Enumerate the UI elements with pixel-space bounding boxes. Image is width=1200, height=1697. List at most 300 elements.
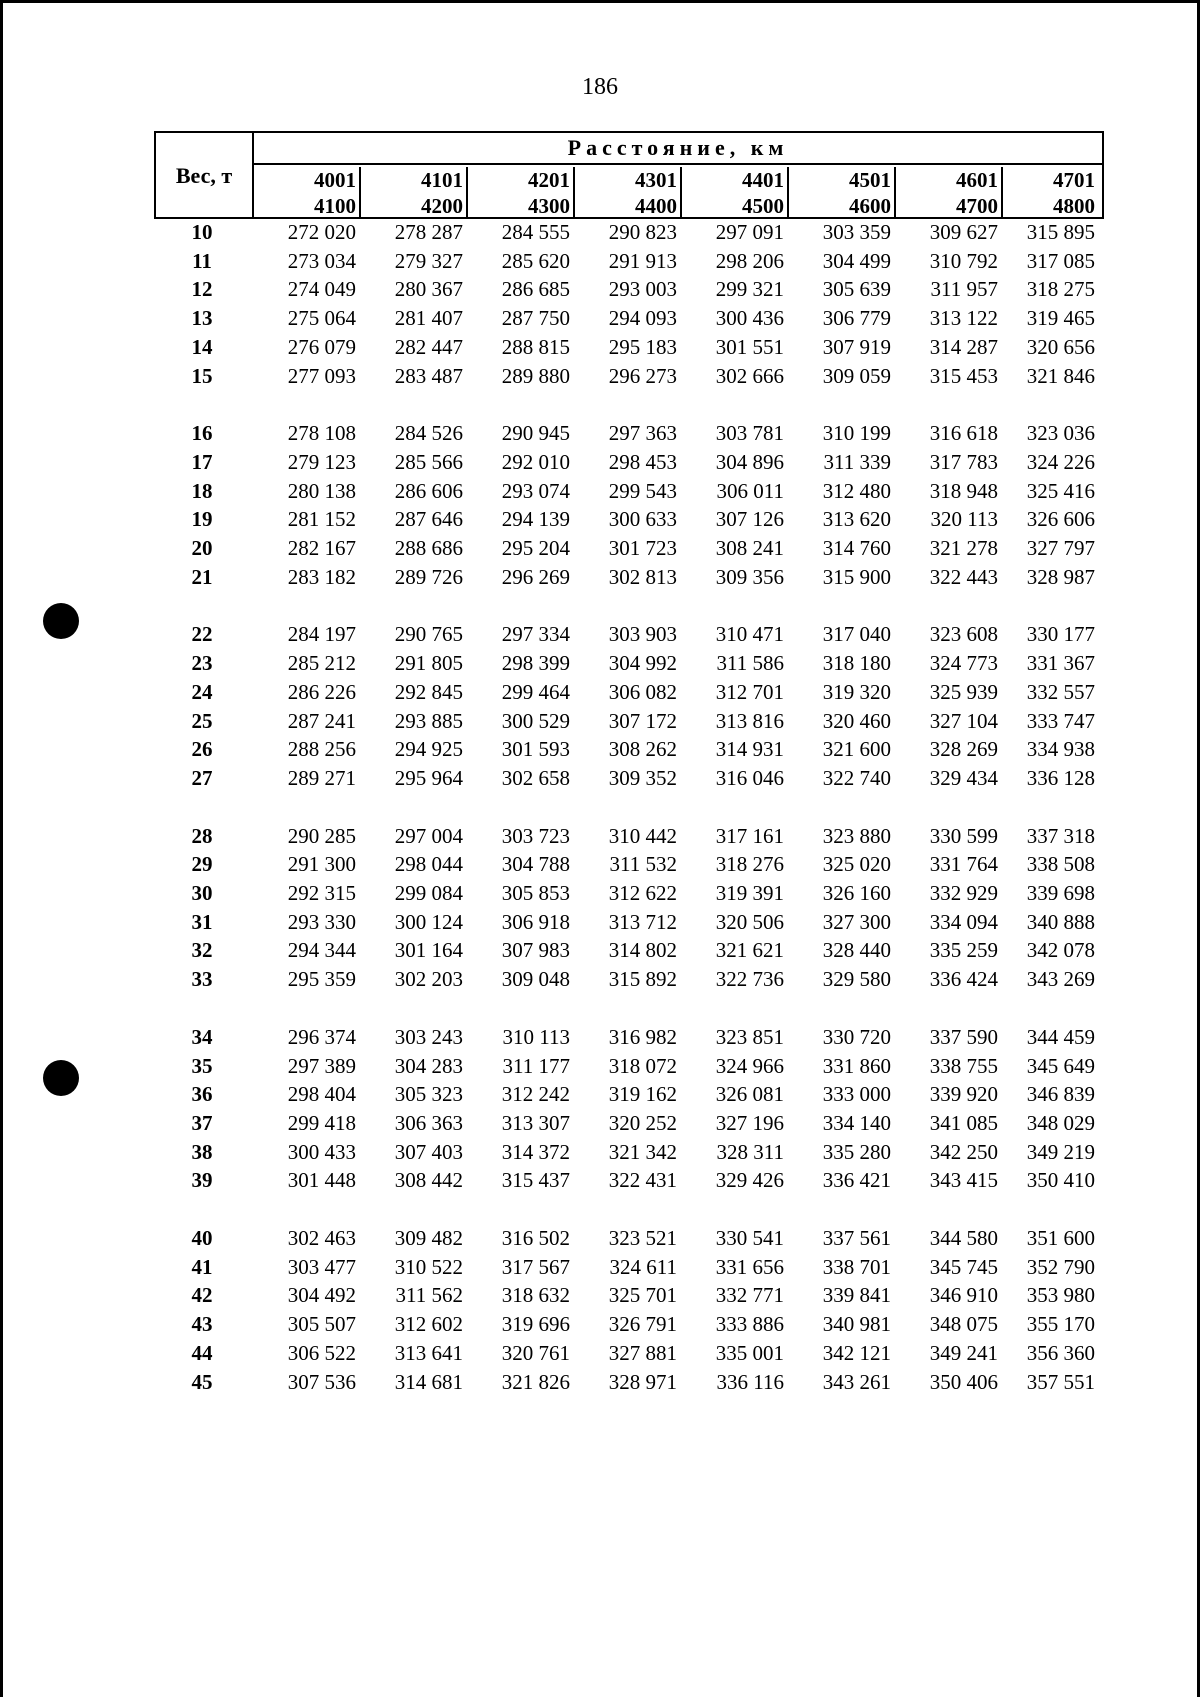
tariff-value-cell: 277 093	[287, 363, 356, 388]
tariff-value-cell: 297 363	[608, 421, 677, 446]
tariff-value-cell: 287 241	[287, 708, 356, 733]
distance-range-column	[991, 167, 1097, 219]
tariff-value-cell: 314 760	[822, 536, 891, 560]
range-to: 4500	[742, 194, 784, 218]
tariff-value-cell: 318 948	[929, 478, 998, 503]
tariff-value-cell: 298 453	[608, 449, 677, 474]
tariff-value-cell: 322 740	[822, 765, 891, 790]
distance-range-column	[252, 167, 358, 219]
tariff-value-cell: 316 618	[929, 421, 998, 446]
tariff-value-cell: 328 311	[716, 1139, 784, 1164]
range-from: 4301	[635, 168, 677, 192]
weight-cell: 34	[191, 1024, 213, 1049]
range-to: 4200	[421, 194, 463, 218]
tariff-value-cell: 313 122	[929, 306, 998, 331]
weight-column-header: Вес, т	[175, 163, 233, 188]
tariff-value-cell: 326 606	[1026, 507, 1095, 532]
tariff-value-cell: 290 823	[608, 220, 677, 244]
weight-cell: 43	[191, 1312, 213, 1337]
tariff-value-cell: 284 197	[287, 622, 356, 647]
weight-cell: 35	[191, 1053, 213, 1078]
table-row	[154, 967, 1104, 995]
weight-cell: 20	[191, 536, 213, 560]
tariff-value-cell: 280 367	[394, 277, 463, 302]
tariff-value-cell: 344 459	[1026, 1024, 1095, 1049]
tariff-value-cell: 301 551	[715, 334, 784, 359]
table-row	[154, 622, 1104, 650]
tariff-value-cell: 303 359	[822, 220, 891, 244]
tariff-value-cell: 323 521	[608, 1226, 677, 1250]
weight-cell: 19	[191, 507, 213, 532]
weight-cell: 42	[191, 1283, 213, 1308]
tariff-value-cell: 311 532	[609, 852, 677, 877]
tariff-value-cell: 305 507	[287, 1312, 356, 1337]
tariff-value-cell: 324 966	[715, 1053, 784, 1078]
tariff-value-cell: 320 460	[822, 708, 891, 733]
tariff-value-cell: 319 391	[715, 881, 784, 905]
tariff-value-cell: 329 434	[929, 765, 998, 790]
tariff-value-cell: 307 919	[822, 334, 891, 359]
tariff-value-cell: 317 161	[715, 823, 784, 848]
range-to: 4100	[314, 194, 356, 218]
tariff-value-cell: 318 180	[822, 651, 891, 676]
tariff-value-cell: 309 352	[608, 765, 677, 790]
tariff-value-cell: 321 600	[822, 737, 891, 762]
table-row	[154, 938, 1104, 966]
table-row	[154, 450, 1104, 478]
weight-cell: 29	[191, 852, 213, 877]
table-row	[154, 277, 1104, 305]
tariff-value-cell: 299 321	[715, 277, 784, 302]
table-row	[154, 421, 1104, 449]
tariff-value-cell: 279 123	[287, 449, 356, 474]
tariff-value-cell: 357 551	[1026, 1369, 1095, 1394]
tariff-value-cell: 325 701	[608, 1283, 677, 1308]
tariff-value-cell: 310 471	[715, 622, 784, 647]
tariff-value-cell: 343 415	[929, 1168, 998, 1193]
tariff-value-cell: 309 048	[501, 967, 570, 992]
tariff-value-cell: 294 093	[608, 306, 677, 331]
tariff-value-cell: 282 167	[287, 536, 356, 560]
tariff-value-cell: 304 896	[715, 449, 784, 474]
tariff-value-cell: 275 064	[287, 306, 356, 331]
tariff-value-cell: 305 323	[394, 1082, 463, 1107]
tariff-value-cell: 337 561	[822, 1226, 891, 1250]
tariff-value-cell: 294 344	[287, 938, 356, 963]
tariff-value-cell: 302 203	[394, 967, 463, 992]
tariff-value-cell: 315 437	[501, 1168, 570, 1193]
tariff-value-cell: 349 241	[929, 1340, 998, 1365]
weight-cell: 41	[191, 1254, 213, 1279]
tariff-value-cell: 327 104	[929, 708, 998, 733]
table-row	[154, 249, 1104, 277]
tariff-value-cell: 312 602	[394, 1312, 463, 1337]
tariff-value-cell: 300 633	[608, 507, 677, 532]
tariff-value-cell: 306 011	[716, 478, 784, 503]
table-row	[154, 910, 1104, 938]
tariff-value-cell: 285 212	[287, 651, 356, 676]
tariff-value-cell: 294 139	[501, 507, 570, 532]
tariff-value-cell: 325 020	[822, 852, 891, 877]
tariff-value-cell: 328 440	[822, 938, 891, 963]
weight-cell: 22	[191, 622, 213, 647]
weight-cell: 45	[191, 1369, 213, 1394]
distance-range-column	[680, 167, 786, 219]
tariff-value-cell: 307 536	[287, 1369, 356, 1394]
tariff-value-cell: 313 307	[501, 1110, 570, 1135]
tariff-value-cell: 353 980	[1026, 1283, 1095, 1308]
tariff-value-cell: 282 447	[394, 334, 463, 359]
tariff-value-cell: 299 543	[608, 478, 677, 503]
tariff-value-cell: 291 913	[608, 248, 677, 273]
tariff-value-cell: 342 078	[1026, 938, 1095, 963]
table-row	[154, 479, 1104, 507]
tariff-value-cell: 320 506	[715, 909, 784, 934]
tariff-value-cell: 337 590	[929, 1024, 998, 1049]
tariff-value-cell: 326 160	[822, 881, 891, 905]
tariff-value-cell: 310 113	[502, 1024, 570, 1049]
tariff-value-cell: 319 320	[822, 679, 891, 704]
tariff-value-cell: 319 696	[501, 1312, 570, 1337]
tariff-value-cell: 307 172	[608, 708, 677, 733]
tariff-value-cell: 351 600	[1026, 1226, 1095, 1250]
table-row	[154, 1168, 1104, 1196]
tariff-value-cell: 348 029	[1026, 1110, 1095, 1135]
distance-range-column	[894, 167, 1000, 219]
weight-cell: 17	[191, 449, 213, 474]
tariff-value-cell: 307 126	[715, 507, 784, 532]
range-to: 4800	[1053, 194, 1095, 218]
tariff-value-cell: 284 555	[501, 220, 570, 244]
tariff-value-cell: 355 170	[1026, 1312, 1095, 1337]
tariff-value-cell: 321 846	[1026, 363, 1095, 388]
table-row	[154, 1226, 1104, 1254]
weight-cell: 11	[192, 248, 212, 273]
tariff-value-cell: 341 085	[929, 1110, 998, 1135]
tariff-value-cell: 336 424	[929, 967, 998, 992]
tariff-value-cell: 356 360	[1026, 1340, 1095, 1365]
tariff-value-cell: 286 226	[287, 679, 356, 704]
tariff-value-cell: 313 712	[608, 909, 677, 934]
tariff-value-cell: 346 910	[929, 1283, 998, 1308]
tariff-value-cell: 316 982	[608, 1024, 677, 1049]
tariff-value-cell: 287 750	[501, 306, 570, 331]
tariff-value-cell: 276 079	[287, 334, 356, 359]
tariff-value-cell: 304 992	[608, 651, 677, 676]
tariff-value-cell: 320 761	[501, 1340, 570, 1365]
tariff-value-cell: 301 593	[501, 737, 570, 762]
weight-cell: 39	[191, 1168, 213, 1193]
tariff-value-cell: 303 243	[394, 1024, 463, 1049]
weight-cell: 32	[191, 938, 213, 963]
tariff-value-cell: 278 287	[394, 220, 463, 244]
tariff-value-cell: 324 226	[1026, 449, 1095, 474]
tariff-value-cell: 323 608	[929, 622, 998, 647]
tariff-value-cell: 293 330	[287, 909, 356, 934]
weight-cell: 25	[191, 708, 213, 733]
tariff-value-cell: 298 206	[715, 248, 784, 273]
tariff-value-cell: 333 886	[715, 1312, 784, 1337]
tariff-value-cell: 324 611	[609, 1254, 677, 1279]
table-row	[154, 335, 1104, 363]
tariff-value-cell: 289 880	[501, 363, 570, 388]
tariff-value-cell: 291 300	[287, 852, 356, 877]
tariff-value-cell: 340 981	[822, 1312, 891, 1337]
tariff-value-cell: 300 436	[715, 306, 784, 331]
weight-cell: 30	[191, 881, 213, 905]
tariff-value-cell: 299 464	[501, 679, 570, 704]
tariff-value-cell: 297 389	[287, 1053, 356, 1078]
tariff-value-cell: 326 081	[715, 1082, 784, 1107]
tariff-value-cell: 322 431	[608, 1168, 677, 1193]
tariff-value-cell: 306 779	[822, 306, 891, 331]
tariff-value-cell: 340 888	[1026, 909, 1095, 934]
tariff-value-cell: 318 072	[608, 1053, 677, 1078]
tariff-value-cell: 308 262	[608, 737, 677, 762]
table-row	[154, 1283, 1104, 1311]
weight-cell: 21	[191, 564, 213, 589]
tariff-value-cell: 302 658	[501, 765, 570, 790]
tariff-value-cell: 292 315	[287, 881, 356, 905]
tariff-value-cell: 317 040	[822, 622, 891, 647]
page-number: 186	[582, 74, 618, 100]
distance-range-column	[359, 167, 465, 219]
tariff-value-cell: 274 049	[287, 277, 356, 302]
tariff-value-cell: 331 860	[822, 1053, 891, 1078]
tariff-value-cell: 314 802	[608, 938, 677, 963]
tariff-value-cell: 272 020	[287, 220, 356, 244]
table-row	[154, 364, 1104, 392]
scan-edge-top	[0, 0, 1200, 3]
tariff-value-cell: 350 410	[1026, 1168, 1095, 1193]
range-from: 4001	[314, 168, 356, 192]
tariff-value-cell: 321 826	[501, 1369, 570, 1394]
tariff-value-cell: 338 508	[1026, 852, 1095, 877]
tariff-value-cell: 312 622	[608, 881, 677, 905]
tariff-value-cell: 335 280	[822, 1139, 891, 1164]
tariff-value-cell: 303 781	[715, 421, 784, 446]
tariff-value-cell: 349 219	[1026, 1139, 1095, 1164]
tariff-value-cell: 296 374	[287, 1024, 356, 1049]
table-row	[154, 1082, 1104, 1110]
weight-cell: 18	[191, 478, 213, 503]
tariff-value-cell: 322 443	[929, 564, 998, 589]
tariff-value-cell: 334 094	[929, 909, 998, 934]
tariff-value-cell: 306 363	[394, 1110, 463, 1135]
weight-cell: 24	[191, 679, 213, 704]
tariff-value-cell: 339 841	[822, 1283, 891, 1308]
scan-edge-left	[0, 0, 3, 1697]
tariff-value-cell: 320 252	[608, 1110, 677, 1135]
tariff-value-cell: 308 442	[394, 1168, 463, 1193]
tariff-value-cell: 306 082	[608, 679, 677, 704]
table-row	[154, 507, 1104, 535]
table-row	[154, 1025, 1104, 1053]
tariff-value-cell: 314 287	[929, 334, 998, 359]
tariff-value-cell: 297 334	[501, 622, 570, 647]
tariff-value-cell: 319 465	[1026, 306, 1095, 331]
tariff-value-cell: 303 903	[608, 622, 677, 647]
tariff-value-cell: 295 359	[287, 967, 356, 992]
tariff-value-cell: 336 128	[1026, 765, 1095, 790]
tariff-value-cell: 296 269	[501, 564, 570, 589]
range-from: 4101	[421, 168, 463, 192]
weight-cell: 14	[191, 334, 213, 359]
tariff-value-cell: 304 788	[501, 852, 570, 877]
tariff-value-cell: 307 983	[501, 938, 570, 963]
tariff-value-cell: 328 987	[1026, 564, 1095, 589]
tariff-value-cell: 343 261	[822, 1369, 891, 1394]
tariff-value-cell: 317 567	[501, 1254, 570, 1279]
tariff-value-cell: 336 421	[822, 1168, 891, 1193]
tariff-value-cell: 313 816	[715, 708, 784, 733]
tariff-value-cell: 342 121	[822, 1340, 891, 1365]
tariff-value-cell: 327 196	[715, 1110, 784, 1135]
tariff-value-cell: 321 621	[715, 938, 784, 963]
tariff-value-cell: 301 448	[287, 1168, 356, 1193]
tariff-value-cell: 317 783	[929, 449, 998, 474]
tariff-value-cell: 285 566	[394, 449, 463, 474]
weight-cell: 44	[191, 1340, 213, 1365]
tariff-value-cell: 305 853	[501, 881, 570, 905]
tariff-value-cell: 298 399	[501, 651, 570, 676]
distance-range-column	[466, 167, 572, 219]
tariff-value-cell: 297 091	[715, 220, 784, 244]
tariff-value-cell: 298 044	[394, 852, 463, 877]
table-row	[154, 1312, 1104, 1340]
weight-cell: 27	[191, 765, 213, 790]
range-to: 4300	[528, 194, 570, 218]
tariff-value-cell: 343 269	[1026, 967, 1095, 992]
tariff-value-cell: 303 723	[501, 823, 570, 848]
tariff-value-cell: 295 204	[501, 536, 570, 560]
range-from: 4701	[1053, 168, 1095, 192]
tariff-value-cell: 333 747	[1026, 708, 1095, 733]
tariff-value-cell: 311 339	[823, 449, 891, 474]
tariff-value-cell: 320 656	[1026, 334, 1095, 359]
tariff-value-cell: 306 918	[501, 909, 570, 934]
tariff-value-cell: 334 938	[1026, 737, 1095, 762]
tariff-value-cell: 325 416	[1026, 478, 1095, 503]
tariff-value-cell: 295 964	[394, 765, 463, 790]
tariff-value-cell: 293 074	[501, 478, 570, 503]
tariff-value-cell: 279 327	[394, 248, 463, 273]
tariff-value-cell: 339 698	[1026, 881, 1095, 905]
tariff-value-cell: 339 920	[929, 1082, 998, 1107]
tariff-value-cell: 348 075	[929, 1312, 998, 1337]
punch-hole	[43, 1060, 79, 1096]
weight-cell: 16	[191, 421, 213, 446]
weight-cell: 12	[191, 277, 213, 302]
tariff-value-cell: 335 259	[929, 938, 998, 963]
weight-cell: 15	[191, 363, 213, 388]
table-row	[154, 1140, 1104, 1168]
tariff-value-cell: 302 463	[287, 1226, 356, 1250]
tariff-value-cell: 310 522	[394, 1254, 463, 1279]
table-row	[154, 881, 1104, 909]
table-row	[154, 824, 1104, 852]
tariff-value-cell: 293 003	[608, 277, 677, 302]
tariff-value-cell: 307 403	[394, 1139, 463, 1164]
tariff-value-cell: 317 085	[1026, 248, 1095, 273]
tariff-value-cell: 284 526	[394, 421, 463, 446]
tariff-value-cell: 304 492	[287, 1283, 356, 1308]
tariff-value-cell: 316 502	[501, 1226, 570, 1250]
tariff-value-cell: 301 723	[608, 536, 677, 560]
tariff-value-cell: 331 656	[715, 1254, 784, 1279]
tariff-value-cell: 305 639	[822, 277, 891, 302]
tariff-value-cell: 309 627	[929, 220, 998, 244]
tariff-value-cell: 291 805	[394, 651, 463, 676]
tariff-value-cell: 321 342	[608, 1139, 677, 1164]
tariff-value-cell: 302 813	[608, 564, 677, 589]
table-row	[154, 565, 1104, 593]
table-row	[154, 852, 1104, 880]
tariff-value-cell: 316 046	[715, 765, 784, 790]
tariff-value-cell: 292 010	[501, 449, 570, 474]
weight-cell: 33	[191, 967, 213, 992]
tariff-value-cell: 288 686	[394, 536, 463, 560]
tariff-value-cell: 329 426	[715, 1168, 784, 1193]
tariff-value-cell: 313 620	[822, 507, 891, 532]
tariff-value-cell: 324 773	[929, 651, 998, 676]
range-to: 4700	[956, 194, 998, 218]
tariff-value-cell: 322 736	[715, 967, 784, 992]
tariff-value-cell: 278 108	[287, 421, 356, 446]
tariff-value-cell: 326 791	[608, 1312, 677, 1337]
tariff-value-cell: 292 845	[394, 679, 463, 704]
table-row	[154, 709, 1104, 737]
tariff-value-cell: 330 720	[822, 1024, 891, 1049]
weight-cell: 13	[191, 306, 213, 331]
weight-cell: 38	[191, 1139, 213, 1164]
tariff-value-cell: 290 765	[394, 622, 463, 647]
weight-cell: 26	[191, 737, 213, 762]
tariff-value-cell: 314 372	[501, 1139, 570, 1164]
tariff-value-cell: 327 797	[1026, 536, 1095, 560]
table-row	[154, 737, 1104, 765]
tariff-value-cell: 318 276	[715, 852, 784, 877]
tariff-value-cell: 311 562	[395, 1283, 463, 1308]
table-row	[154, 1341, 1104, 1369]
tariff-value-cell: 303 477	[287, 1254, 356, 1279]
tariff-value-cell: 300 433	[287, 1139, 356, 1164]
tariff-value-cell: 323 036	[1026, 421, 1095, 446]
tariff-value-cell: 299 418	[287, 1110, 356, 1135]
tariff-value-cell: 286 606	[394, 478, 463, 503]
range-from: 4601	[956, 168, 998, 192]
tariff-value-cell: 332 557	[1026, 679, 1095, 704]
tariff-value-cell: 312 480	[822, 478, 891, 503]
table-row	[154, 766, 1104, 794]
tariff-value-cell: 346 839	[1026, 1082, 1095, 1107]
tariff-value-cell: 315 453	[929, 363, 998, 388]
tariff-value-cell: 312 701	[715, 679, 784, 704]
table-row	[154, 220, 1104, 248]
tariff-value-cell: 311 177	[502, 1053, 570, 1078]
tariff-value-cell: 328 971	[608, 1369, 677, 1394]
table-row	[154, 680, 1104, 708]
tariff-value-cell: 328 269	[929, 737, 998, 762]
tariff-value-cell: 338 755	[929, 1053, 998, 1078]
tariff-value-cell: 352 790	[1026, 1254, 1095, 1279]
tariff-value-cell: 304 499	[822, 248, 891, 273]
tariff-value-cell: 281 407	[394, 306, 463, 331]
range-to: 4400	[635, 194, 677, 218]
table-row	[154, 1054, 1104, 1082]
tariff-value-cell: 293 885	[394, 708, 463, 733]
tariff-value-cell: 345 649	[1026, 1053, 1095, 1078]
